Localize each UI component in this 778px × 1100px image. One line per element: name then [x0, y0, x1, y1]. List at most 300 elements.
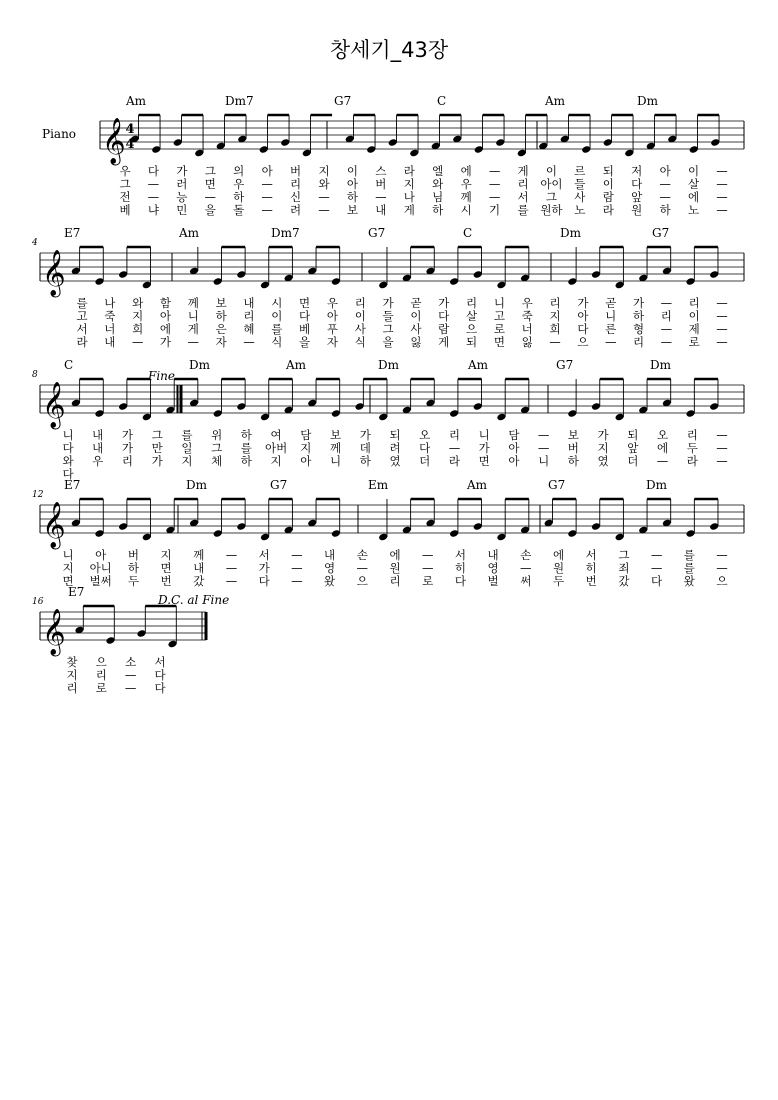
- lyric-syllable: 면: [478, 454, 490, 468]
- lyric-syllable: 지: [66, 668, 78, 682]
- lyric-syllable: 하: [359, 454, 371, 468]
- lyric-syllable: 리: [354, 296, 366, 310]
- lyric-syllable: 니: [62, 548, 74, 562]
- lyric-syllable: 를: [683, 561, 695, 575]
- chord-symbol: G7: [548, 478, 566, 492]
- lyric-syllable: 갔: [618, 574, 630, 588]
- lyric-syllable: 다: [631, 177, 643, 191]
- lyric-syllable: —: [291, 561, 303, 575]
- lyric-syllable: 려: [389, 441, 401, 455]
- lyric-syllable: 리: [66, 681, 78, 695]
- lyric-syllable: 가: [478, 441, 490, 455]
- lyric-syllable: 아: [95, 548, 107, 562]
- chord-symbol: Dm: [646, 478, 667, 492]
- lyric-syllable: 하: [240, 454, 252, 468]
- lyric-syllable: —: [375, 190, 387, 204]
- lyric-syllable: 되: [389, 428, 401, 442]
- lyric-syllable: 가: [438, 296, 450, 310]
- lyric-syllable: —: [716, 561, 728, 575]
- lyric-syllable: 보: [329, 428, 342, 442]
- lyric-syllable: 그: [204, 164, 216, 178]
- lyric-syllable: 곧: [605, 296, 617, 310]
- lyric-syllable: —: [448, 441, 461, 455]
- lyric-syllable: —: [421, 548, 434, 562]
- lyric-syllable: 가: [577, 296, 589, 310]
- lyric-syllable: 로: [95, 681, 107, 695]
- lyric-syllable: 다: [154, 681, 166, 695]
- lyric-syllable: 리: [243, 309, 255, 323]
- chord-symbol: Dm: [560, 226, 581, 240]
- measure-number: 12: [32, 490, 44, 500]
- lyric-syllable: —: [261, 190, 273, 204]
- lyric-syllable: —: [318, 190, 330, 204]
- treble-clef-icon: 𝄞: [42, 382, 66, 428]
- lyric-syllable: 를: [683, 548, 695, 562]
- staff-system-4: [40, 502, 744, 550]
- lyric-syllable: 은: [215, 322, 227, 336]
- lyric-syllable: 우: [92, 454, 104, 468]
- lyric-syllable: —: [659, 190, 671, 204]
- lyric-syllable: 가: [597, 428, 609, 442]
- lyric-syllable: 그: [119, 177, 131, 191]
- lyric-syllable: 리: [660, 309, 672, 323]
- lyric-syllable: 이: [602, 177, 614, 191]
- lyric-syllable: 라: [403, 164, 415, 178]
- instrument-label: Piano: [42, 127, 77, 141]
- lyric-syllable: 보: [215, 296, 227, 310]
- lyric-syllable: 내: [324, 548, 336, 562]
- lyric-syllable: 이: [688, 164, 700, 178]
- lyric-syllable: 앞: [627, 441, 639, 455]
- lyric-syllable: 스: [375, 164, 387, 178]
- lyric-syllable: 였: [389, 454, 401, 468]
- lyric-syllable: 이: [354, 309, 366, 323]
- staff-system-3: [40, 382, 744, 430]
- lyric-syllable: 버: [567, 441, 579, 455]
- lyric-syllable: —: [716, 190, 728, 204]
- lyric-syllable: 면: [493, 335, 505, 349]
- lyric-syllable: 하: [432, 203, 444, 217]
- lyric-syllable: —: [537, 441, 550, 455]
- lyric-syllable: 께: [193, 548, 205, 562]
- lyric-syllable: 지: [549, 309, 561, 323]
- lyric-syllable: 만: [151, 441, 163, 455]
- lyric-syllable: 하: [632, 309, 645, 323]
- lyric-syllable: 원하: [540, 203, 563, 217]
- lyric-syllable: 죽: [521, 309, 533, 323]
- lyric-syllable: 에: [389, 548, 401, 562]
- lyric-syllable: 다: [577, 322, 589, 336]
- lyric-syllable: —: [225, 574, 238, 588]
- lyric-syllable: —: [716, 296, 728, 310]
- lyric-syllable: —: [716, 203, 728, 217]
- lyric-syllable: 제: [688, 322, 700, 336]
- lyric-syllable: 서: [585, 548, 597, 562]
- lyric-syllable: 고: [493, 309, 505, 323]
- lyric-syllable: 게: [517, 164, 529, 178]
- lyric-syllable: 되: [466, 335, 478, 349]
- lyric-syllable: —: [659, 177, 671, 191]
- chord-symbol: G7: [368, 226, 386, 240]
- lyric-syllable: —: [147, 177, 160, 191]
- lyric-syllable: 지: [132, 309, 144, 323]
- lyric-syllable: 그: [545, 190, 557, 204]
- lyric-syllable: 희: [549, 322, 561, 336]
- lyric-syllable: 버: [127, 548, 139, 562]
- lyric-syllable: 면: [299, 296, 311, 310]
- lyric-syllable: —: [291, 548, 303, 562]
- treble-clef-icon: 𝄞: [42, 502, 66, 548]
- lyric-syllable: 가: [258, 561, 270, 575]
- lyric-syllable: 라: [602, 203, 614, 217]
- lyric-syllable: 내: [104, 335, 116, 349]
- lyric-syllable: 고: [76, 309, 88, 323]
- lyric-syllable: 니: [478, 428, 490, 442]
- lyric-syllable: 냐: [147, 203, 159, 217]
- chord-symbol: Dm: [378, 358, 399, 372]
- lyric-syllable: 에: [552, 548, 565, 562]
- lyric-syllable: —: [356, 561, 369, 575]
- lyric-syllable: 다: [419, 441, 431, 455]
- treble-clef-icon: 𝄞: [42, 250, 66, 296]
- lyric-syllable: 람: [438, 322, 450, 336]
- chord-symbol: C: [463, 226, 473, 240]
- lyric-syllable: 지: [270, 454, 282, 468]
- lyric-syllable: 를: [76, 296, 88, 310]
- lyric-syllable: 면: [204, 177, 216, 191]
- treble-clef-icon: 𝄞: [102, 118, 126, 164]
- lyric-syllable: —: [716, 309, 728, 323]
- chord-symbol: Am: [545, 94, 566, 108]
- lyric-syllable: 내: [92, 441, 104, 455]
- lyric-syllable: 베: [119, 203, 131, 217]
- lyric-syllable: 를: [271, 322, 283, 336]
- lyric-syllable: 능: [176, 190, 188, 204]
- staff-system-1: [100, 118, 744, 166]
- lyric-syllable: 이: [271, 309, 283, 323]
- lyric-syllable: —: [650, 548, 663, 562]
- lyric-syllable: 하: [240, 428, 252, 442]
- lyric-syllable: 잃: [521, 335, 533, 349]
- chord-symbol: G7: [270, 478, 288, 492]
- lyric-syllable: 앞: [631, 190, 643, 204]
- lyric-syllable: 으: [95, 655, 107, 669]
- lyric-syllable: 리: [466, 296, 478, 310]
- lyric-syllable: —: [716, 164, 728, 178]
- lyric-syllable: —: [650, 561, 663, 575]
- lyric-syllable: 오: [656, 428, 669, 442]
- lyric-syllable: 내: [92, 428, 104, 442]
- lyric-syllable: 리: [290, 177, 302, 191]
- lyric-syllable: 들: [382, 309, 394, 323]
- staff-system-2: [40, 250, 744, 298]
- measure-number: 4: [32, 238, 38, 248]
- lyric-syllable: —: [537, 428, 550, 442]
- chord-symbol: Dm7: [225, 94, 254, 108]
- lyric-syllable: 의: [233, 164, 245, 178]
- lyric-syllable: 버: [375, 177, 387, 191]
- lyric-syllable: 리: [517, 177, 529, 191]
- lyric-syllable: 려: [290, 203, 302, 217]
- lyric-syllable: —: [124, 668, 137, 682]
- lyric-syllable: 아: [346, 177, 358, 191]
- lyric-syllable: 내: [487, 548, 499, 562]
- lyric-syllable: 두: [127, 574, 139, 588]
- chord-symbol: Dm: [189, 358, 210, 372]
- lyric-syllable: 이: [410, 309, 422, 323]
- staff-system-5: [40, 609, 206, 657]
- lyric-syllable: 더: [627, 454, 639, 468]
- lyric-syllable: 이: [688, 309, 700, 323]
- lyric-syllable: 하: [659, 203, 671, 217]
- lyric-syllable: 리: [448, 428, 461, 442]
- lyric-syllable: 를: [240, 441, 252, 455]
- lyric-syllable: 시: [460, 203, 472, 217]
- lyric-syllable: 담: [508, 428, 520, 442]
- lyric-syllable: 을: [382, 335, 394, 349]
- lyric-syllable: 베: [299, 322, 311, 336]
- lyric-syllable: 가: [159, 335, 172, 349]
- lyric-syllable: —: [488, 190, 501, 204]
- lyric-syllable: 찾: [66, 655, 78, 669]
- lyric-syllable: 번: [585, 574, 597, 588]
- lyric-syllable: 람: [602, 190, 614, 204]
- lyric-syllable: 로: [422, 574, 434, 588]
- lyric-syllable: 아: [159, 309, 172, 323]
- lyric-syllable: 보: [346, 203, 358, 217]
- lyric-syllable: —: [124, 681, 137, 695]
- lyric-syllable: 그: [382, 322, 394, 336]
- lyric-syllable: 저: [631, 164, 643, 178]
- lyric-syllable: 와: [432, 177, 444, 191]
- lyric-syllable: 우: [326, 296, 338, 310]
- lyric-syllable: 지: [62, 561, 74, 575]
- lyric-syllable: 함: [159, 296, 172, 310]
- lyric-syllable: 체: [211, 454, 223, 468]
- lyric-syllable: 엘: [432, 164, 444, 178]
- lyric-syllable: 였: [597, 454, 609, 468]
- lyric-syllable: 지: [300, 441, 312, 455]
- lyric-syllable: 를: [517, 203, 529, 217]
- lyric-syllable: 영: [487, 561, 499, 575]
- lyric-syllable: 리: [686, 428, 698, 442]
- lyric-syllable: 그: [151, 428, 163, 442]
- lyric-syllable: 리: [688, 296, 700, 310]
- lyric-syllable: —: [225, 548, 238, 562]
- time-signature-top: 4: [125, 122, 135, 137]
- lyric-syllable: 하: [127, 561, 139, 575]
- lyric-syllable: 르: [574, 164, 586, 178]
- chord-symbol: Am: [179, 226, 200, 240]
- chord-symbol: Am: [126, 94, 147, 108]
- lyric-syllable: 니: [493, 296, 505, 310]
- lyric-syllable: 리: [121, 454, 134, 468]
- lyric-syllable: 살: [688, 177, 700, 191]
- chord-symbol: Dm7: [271, 226, 300, 240]
- lyric-syllable: 서: [454, 548, 466, 562]
- lyric-syllable: 다: [62, 467, 74, 481]
- lyric-syllable: —: [716, 454, 728, 468]
- lyric-syllable: 희: [132, 322, 144, 336]
- lyric-syllable: —: [716, 441, 728, 455]
- lyric-syllable: 아: [577, 309, 589, 323]
- lyric-syllable: 리: [549, 296, 561, 310]
- dc-al-fine-marking: D.C. al Fine: [158, 593, 230, 607]
- lyric-syllable: —: [604, 335, 617, 349]
- lyric-syllable: 히: [454, 561, 466, 575]
- lyric-syllable: 내: [243, 296, 255, 310]
- lyric-syllable: 와: [132, 296, 144, 310]
- lyric-syllable: 으: [716, 574, 728, 588]
- lyric-syllable: 벌: [487, 574, 499, 588]
- lyric-syllable: 죽: [104, 309, 116, 323]
- lyric-syllable: 와: [318, 177, 330, 191]
- lyric-syllable: 위: [211, 428, 223, 442]
- lyric-syllable: 서: [258, 548, 270, 562]
- lyric-syllable: —: [716, 428, 728, 442]
- lyric-syllable: 로: [493, 322, 505, 336]
- lyric-syllable: —: [660, 322, 673, 336]
- lyric-syllable: 이: [346, 164, 358, 178]
- lyric-syllable: —: [488, 177, 501, 191]
- lyric-syllable: 가: [359, 428, 371, 442]
- lyric-syllable: 잃: [410, 335, 422, 349]
- lyric-syllable: 다: [299, 309, 311, 323]
- lyric-syllable: 히: [585, 561, 597, 575]
- lyric-syllable: 들: [574, 177, 586, 191]
- chord-symbol: C: [64, 358, 74, 372]
- chord-symbol: Dm: [637, 94, 658, 108]
- lyric-syllable: —: [147, 190, 160, 204]
- chord-symbol: G7: [556, 358, 574, 372]
- lyric-syllable: 가: [632, 296, 645, 310]
- lyric-syllable: 면: [160, 561, 172, 575]
- lyric-syllable: 혜: [243, 322, 255, 336]
- lyric-syllable: 다: [62, 441, 74, 455]
- chord-symbol: Dm: [650, 358, 671, 372]
- chord-symbol: E7: [64, 226, 81, 240]
- lyric-syllable: 담: [300, 428, 312, 442]
- lyric-syllable: 그: [211, 441, 223, 455]
- fine-marking: Fine: [148, 369, 175, 383]
- lyric-syllable: 가: [121, 441, 134, 455]
- lyric-syllable: 벌써: [89, 574, 112, 588]
- lyric-syllable: 다: [147, 164, 159, 178]
- lyric-syllable: 왔: [324, 574, 336, 588]
- lyric-syllable: 살: [466, 309, 478, 323]
- lyric-syllable: 아: [326, 309, 338, 323]
- lyric-syllable: 하: [567, 454, 579, 468]
- lyric-syllable: 지: [597, 441, 609, 455]
- lyric-syllable: 자: [326, 335, 338, 349]
- lyric-syllable: 게: [187, 322, 199, 336]
- lyric-syllable: 사: [354, 322, 366, 336]
- lyric-syllable: —: [225, 561, 238, 575]
- lyric-syllable: 에: [688, 190, 700, 204]
- lyric-syllable: 오: [419, 428, 431, 442]
- lyric-syllable: 을: [299, 335, 311, 349]
- lyric-syllable: 내: [375, 203, 387, 217]
- lyric-syllable: 일: [181, 441, 193, 455]
- lyric-syllable: 께: [187, 296, 199, 310]
- chord-symbol: G7: [334, 94, 352, 108]
- lyric-syllable: 아: [508, 454, 520, 468]
- lyric-syllable: 아: [300, 454, 312, 468]
- lyric-syllable: 다: [651, 574, 663, 588]
- lyric-syllable: 지: [318, 164, 330, 178]
- lyric-syllable: 되: [627, 428, 639, 442]
- lyric-syllable: —: [660, 296, 673, 310]
- lyric-syllable: 신: [290, 190, 302, 204]
- lyric-syllable: 버: [290, 164, 302, 178]
- lyric-syllable: —: [291, 574, 303, 588]
- lyric-syllable: 라: [76, 335, 88, 349]
- lyric-syllable: 른: [605, 322, 617, 336]
- lyric-syllable: 시: [271, 296, 283, 310]
- lyric-syllable: 사: [574, 190, 586, 204]
- lyric-syllable: 식: [271, 335, 283, 349]
- lyric-syllable: 니: [62, 428, 74, 442]
- lyric-syllable: 리: [389, 574, 401, 588]
- lyric-syllable: 다: [454, 574, 466, 588]
- chord-symbol: C: [437, 94, 447, 108]
- lyric-syllable: —: [520, 561, 532, 575]
- lyric-syllable: 서: [154, 655, 166, 669]
- chord-symbol: Am: [467, 478, 488, 492]
- lyric-syllable: —: [131, 335, 144, 349]
- lyric-syllable: 아니: [89, 561, 112, 575]
- lyric-syllable: 리: [632, 335, 645, 349]
- lyric-syllable: 서: [517, 190, 529, 204]
- lyric-syllable: 원: [631, 203, 643, 217]
- lyric-syllable: 가: [382, 296, 394, 310]
- lyric-syllable: 니: [605, 309, 617, 323]
- lyric-syllable: —: [204, 190, 217, 204]
- lyric-syllable: 아버: [264, 441, 288, 455]
- lyric-syllable: 자: [215, 335, 227, 349]
- chord-symbol: E7: [64, 478, 81, 492]
- lyric-syllable: 나: [403, 190, 415, 204]
- lyric-syllable: 를: [181, 428, 193, 442]
- time-signature-bottom: 4: [125, 137, 135, 152]
- lyric-syllable: 하: [346, 190, 358, 204]
- lyric-syllable: 영: [324, 561, 336, 575]
- lyric-syllable: 으: [577, 335, 589, 349]
- lyric-syllable: 지: [403, 177, 415, 191]
- chord-symbol: G7: [652, 226, 670, 240]
- lyric-syllable: 갔: [193, 574, 205, 588]
- lyric-syllable: 하: [233, 190, 245, 204]
- lyric-syllable: 으: [356, 574, 368, 588]
- lyric-syllable: 너: [104, 322, 116, 336]
- lyric-syllable: 아: [659, 164, 671, 178]
- lyric-syllable: 곧: [410, 296, 422, 310]
- lyric-syllable: 보: [567, 428, 579, 442]
- lyric-syllable: 데: [359, 441, 371, 455]
- lyric-syllable: 원: [552, 561, 565, 575]
- measure-number: 8: [32, 370, 38, 380]
- lyric-syllable: 로: [688, 335, 700, 349]
- lyric-syllable: 라: [448, 454, 461, 468]
- lyric-syllable: 아이: [540, 177, 563, 191]
- lyric-syllable: 노: [574, 203, 586, 217]
- lyric-syllable: 두: [686, 441, 698, 455]
- lyric-syllable: 다: [258, 574, 270, 588]
- lyric-syllable: 으: [466, 322, 478, 336]
- measure-number: 16: [32, 597, 44, 607]
- lyric-syllable: —: [549, 335, 561, 349]
- lyric-syllable: 게: [438, 335, 450, 349]
